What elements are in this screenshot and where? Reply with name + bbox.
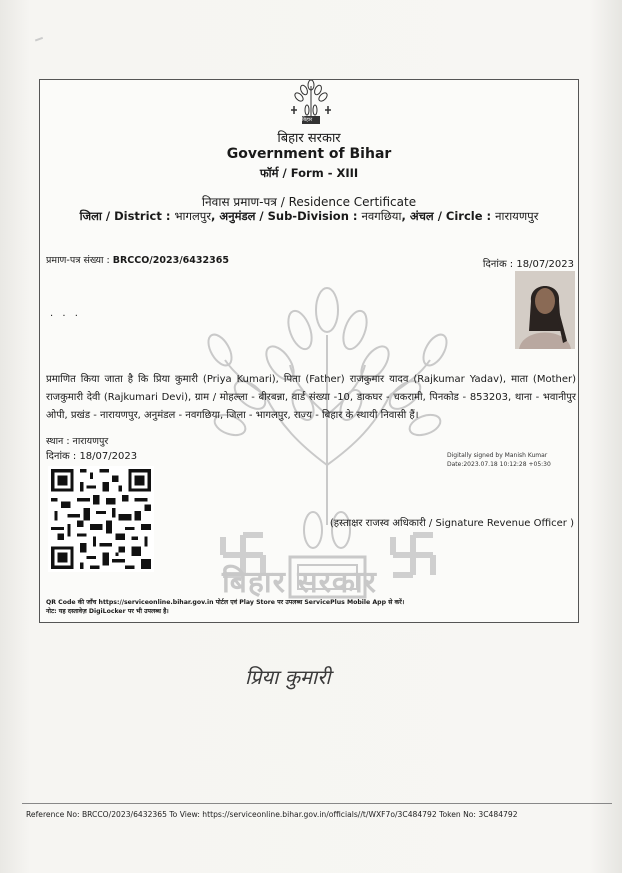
- digital-sign-line1: Digitally signed by Manish Kumar: [447, 452, 548, 459]
- qr-code-icon: [48, 466, 154, 572]
- place-date: दिनांक : 18/07/2023: [46, 451, 138, 462]
- district-value: भागलपुर: [174, 209, 212, 223]
- title-hindi: बिहार सरकार: [277, 131, 341, 146]
- dots: . . .: [50, 308, 81, 319]
- applicant-photo: [515, 271, 575, 349]
- government-title: Government of Bihar: [226, 146, 392, 162]
- qr-verification-note: [46, 598, 404, 616]
- emblem-label: बिहार: [302, 117, 313, 123]
- jurisdiction-line: [40, 209, 578, 224]
- issue-date: [483, 256, 574, 270]
- bihar-emblem-watermark-icon: [195, 275, 460, 600]
- footer-divider: [22, 803, 612, 804]
- qr-note-line2: नोट: यह दस्तावेज़ DigiLocker पर भी उपलब्ध है।: [46, 608, 169, 615]
- certificate-number: [46, 253, 229, 266]
- certificate-frame: [39, 79, 579, 623]
- digital-signature-note: [447, 451, 551, 469]
- certificate-number-value: BRCCO/2023/6432365: [112, 255, 229, 266]
- certificate-body: प्रमाणित किया जाता है कि प्रिया कुमारी (Priya Kumari), पिता (Father) राजकुमार यादव (Rajkumar Yadav), माता (Mother) राजकुमारी देवी (Rajkumari Devi), ग्राम / मोहल्ला - बीरबन्ना, वार्ड संख्या -10, डाकघर - चकरामी, पिनकोड - 853203, थाना - भवानीपुर ओपी, प्रखंड - नारायणपुर, अनुमंडल - नवगछिया, जिला - भागलपुर, राज्य - बिहार के स्थायी निवासी हैं।: [46, 374, 576, 421]
- digital-sign-line2: Date:2023.07.18 10:12:28 +05:30: [447, 461, 551, 468]
- issue-date-value: 18/07/2023: [516, 259, 574, 270]
- person-photo-icon: [515, 271, 575, 349]
- district-label: जिला / District :: [79, 209, 175, 223]
- watermark-text: बिहार सरकार: [222, 565, 377, 600]
- qr-note-line1: QR Code की जाँच https://serviceonline.bihar.gov.in पोर्टल एवं Play Store पर उपलब्ध ServicePlus Mobile App से करें।: [46, 599, 405, 606]
- form-number: फॉर्म / Form - XIII: [259, 166, 359, 180]
- place: स्थान : नारायणपुर: [46, 436, 109, 447]
- certificate-title: निवास प्रमाण-पत्र / Residence Certificate: [201, 195, 417, 209]
- subdivision-value: नवगछिया: [361, 209, 402, 223]
- signatory-label: (हस्ताक्षर राजस्व अधिकारी / Signature Revenue Officer ): [329, 518, 574, 529]
- issue-date-label: दिनांक :: [482, 259, 517, 270]
- circle-label: , अंचल / Circle :: [401, 209, 496, 223]
- certificate-number-label: प्रमाण-पत्र संख्या :: [46, 255, 113, 266]
- subdivision-label: , अनुमंडल / Sub-Division :: [211, 209, 362, 223]
- handwritten-signature: प्रिया कुमारी: [245, 665, 331, 689]
- circle-value: नारायणपुर: [495, 209, 539, 223]
- reference-footer: Reference No: BRCCO/2023/6432365 To View: https://serviceonline.bihar.gov.in/officials//t/WXF7o/3C484792 Token No: 3C484792: [26, 810, 518, 819]
